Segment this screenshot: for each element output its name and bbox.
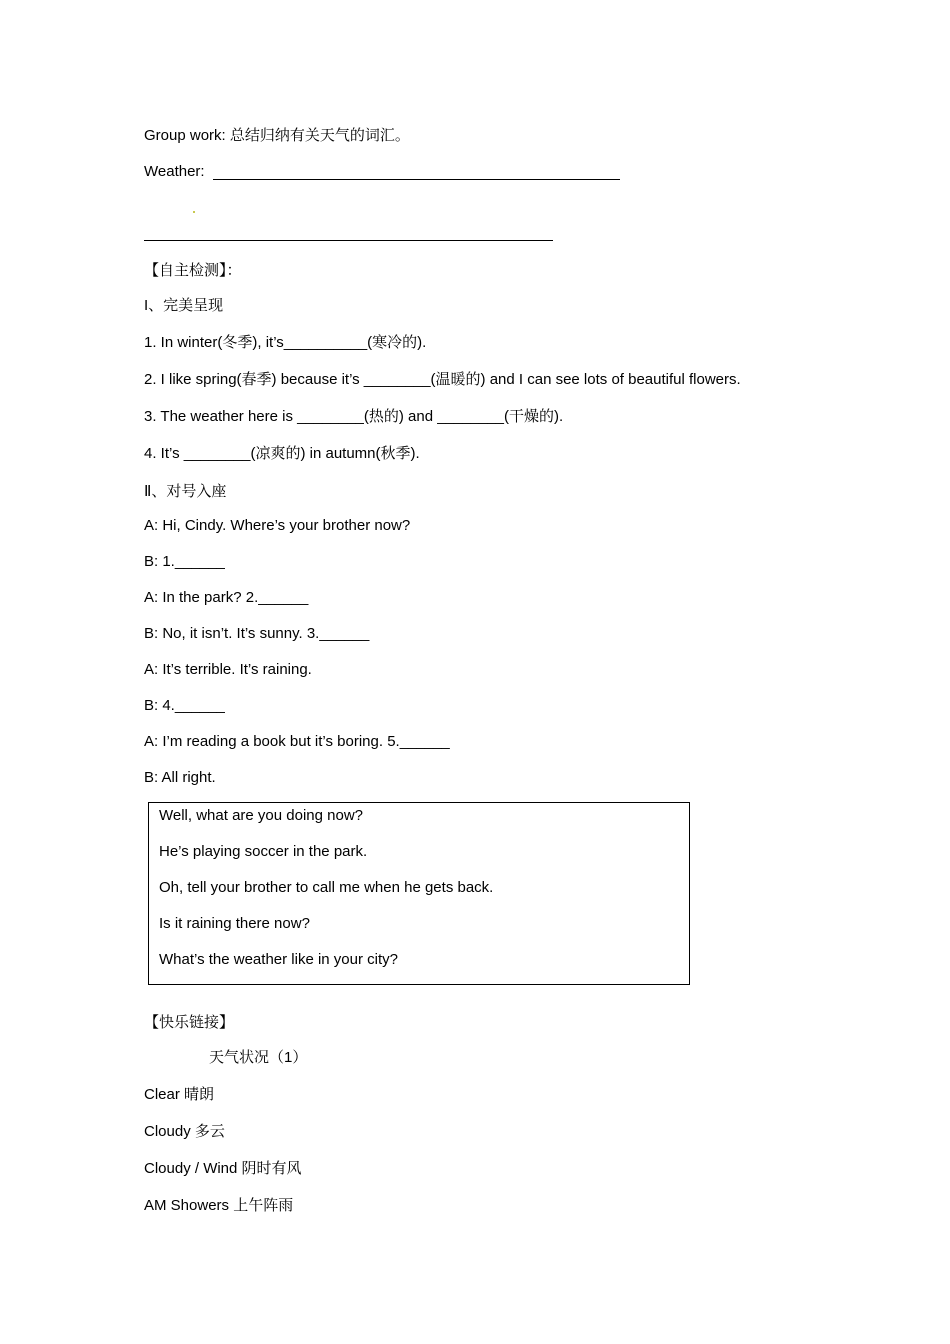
fill-in-item: 3. The weather here is ________(热的) and ________(干燥的). [144,408,564,425]
self-check-heading: 【自主检测】： [144,262,242,279]
dialogue-line: A: Hi, Cindy. Where’s your brother now? [144,517,411,534]
option-item: He’s playing soccer in the park. [159,843,368,860]
section2-heading: Ⅱ、对号入座 [144,483,227,500]
section1-heading: I、完美呈现 [144,297,224,314]
link-heading: 【快乐链接】 [144,1014,235,1031]
dialogue-line: B: All right. [144,769,216,786]
fill-in-item: 1. In winter(冬季), it’s__________(寒冷的). [144,334,427,351]
fill-in-item: 4. It’s ________(凉爽的) in autumn(秋季). [144,445,420,462]
dialogue-line: A: In the park? 2.______ [144,589,309,606]
weather-answer-line-2 [144,240,553,241]
dialogue-line: B: 4.______ [144,697,225,714]
option-item: Is it raining there now? [159,915,310,932]
weather-conditions-title: 天气状况（1） [209,1049,308,1066]
options-box [148,802,690,985]
option-item: Well, what are you doing now? [159,807,364,824]
dialogue-line: B: No, it isn’t. It’s sunny. 3.______ [144,625,370,642]
vocab-item: AM Showers 上午阵雨 [144,1197,294,1214]
stray-mark [193,211,195,213]
dialogue-line: B: 1.______ [144,553,225,570]
dialogue-line: A: I’m reading a book but it’s boring. 5.______ [144,733,450,750]
weather-label: Weather: [144,163,209,180]
option-item: Oh, tell your brother to call me when he gets back. [159,879,494,896]
fill-in-item: 2. I like spring(春季) because it’s ________(温暖的) and I can see lots of beautiful flowers. [144,371,741,388]
group-work-instruction: Group work: 总结归纳有关天气的词汇。 [144,127,410,144]
vocab-item: Cloudy / Wind 阴时有风 [144,1160,302,1177]
vocab-item: Clear 晴朗 [144,1086,215,1103]
weather-answer-line-1 [213,179,620,180]
dialogue-line: A: It’s terrible. It’s raining. [144,661,312,678]
option-item: What’s the weather like in your city? [159,951,398,968]
vocab-item: Cloudy 多云 [144,1123,225,1140]
